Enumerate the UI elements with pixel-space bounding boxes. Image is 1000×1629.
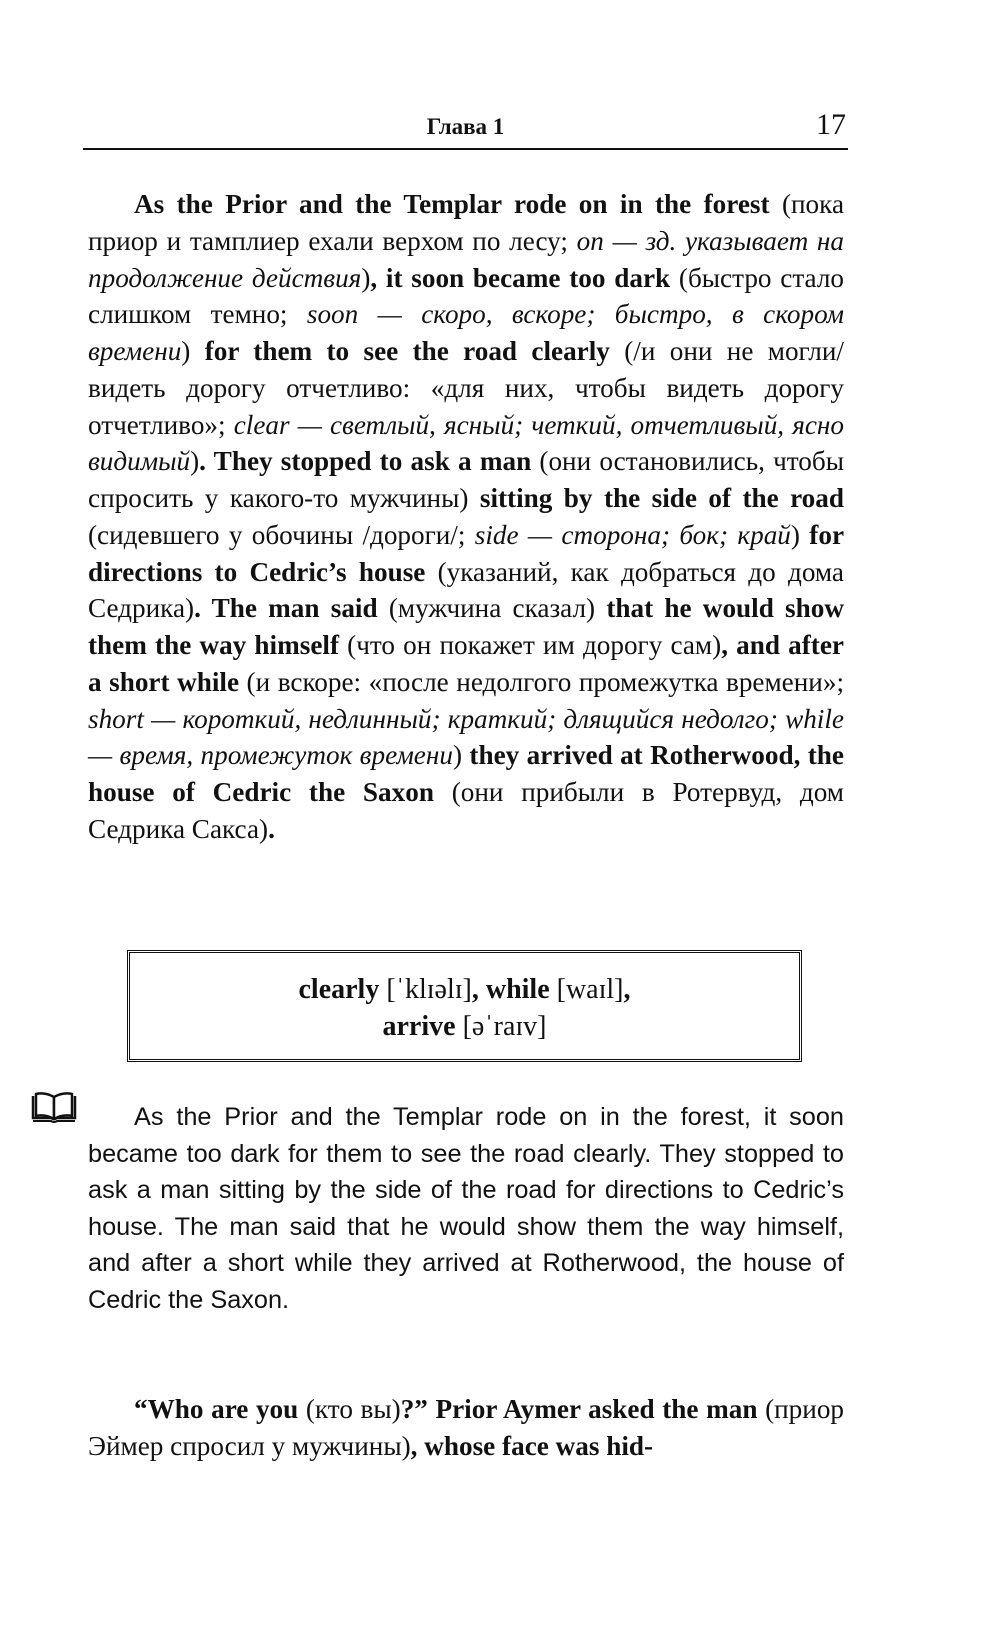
text-segment: . The man said xyxy=(194,593,378,624)
text-segment: clearly xyxy=(298,974,380,1005)
text-segment: (мужчина сказал) xyxy=(377,593,607,624)
text-segment: ) xyxy=(361,262,371,293)
text-segment: [waɪl] xyxy=(549,974,624,1005)
text-segment: ?” Prior Aymer asked the man xyxy=(400,1394,758,1424)
text-segment: that he would show them the way himself xyxy=(88,593,844,660)
text-segment: As the Prior and the Templar rode on in the forest xyxy=(134,189,770,219)
text-segment: (что он покажет им дорогу сам) xyxy=(339,630,722,660)
pronunciation-line-1 xyxy=(130,971,799,1008)
open-book-icon xyxy=(30,1092,78,1124)
text-segment: (кто вы) xyxy=(298,1394,401,1424)
text-segment: (приор Эймер спросил у мужчины) xyxy=(88,1394,845,1461)
text-segment: (они остановились, чтобы спросить у какого-то мужчины) xyxy=(88,446,844,513)
text-segment: clear — светлый, ясный; четкий, отчетливый, ясно видимый xyxy=(88,409,844,477)
text-segment: “Who are you xyxy=(134,1394,299,1424)
text-segment: ) xyxy=(790,519,810,550)
text-segment: . xyxy=(268,813,275,844)
text-segment: (они прибыли в Ротервуд, дом Седрика Сакса) xyxy=(88,777,844,844)
text-segment: (/и они не могли/ видеть дорогу отчетливо: «для них, чтобы видеть дорогу отчетливо»; xyxy=(88,336,844,440)
text-segment: ) xyxy=(181,336,205,366)
pronunciation-line-2 xyxy=(130,1008,799,1045)
bilingual-paragraph-2 xyxy=(88,1391,844,1465)
page-number: 17 xyxy=(816,108,846,141)
text-segment: (быстро стало слишком темно; xyxy=(88,262,845,330)
text-segment: [əˈraɪv] xyxy=(455,1011,547,1042)
text-segment: they arrived at Rotherwood, the house of Cedric the Saxon xyxy=(88,740,844,807)
text-segment: sitting by the side of the road xyxy=(479,483,844,513)
text-segment: , whose face was hid- xyxy=(410,1430,654,1461)
reading-paragraph: As the Prior and the Templar rode on in the forest, it soon became too dark for them to see the road clearly. They stopped to ask a man sitting by the side of the road for directions to Cedric’s house. The man said that he would show them the way himself, and after a short while they arrived at Rotherwood, the house of Cedric the Saxon. xyxy=(88,1103,844,1314)
page-header xyxy=(83,108,848,150)
text-segment: ) xyxy=(190,446,200,477)
text-segment: (и вскоре: «после недолгого промежутка времени»; xyxy=(239,666,844,697)
text-segment: for directions to Cedric’s house xyxy=(88,519,845,587)
text-segment: side — сторона; бок; край xyxy=(474,519,791,550)
pronunciation-box xyxy=(127,950,802,1062)
text-segment: [ˈklɪəlɪ] xyxy=(379,974,472,1005)
text-segment: , while xyxy=(471,974,550,1005)
text-segment: for them to see the road clearly xyxy=(204,336,610,366)
text-segment: , xyxy=(623,974,631,1005)
text-segment: ) xyxy=(452,740,470,771)
text-segment: (сидевшего у обочины /дороги/; xyxy=(88,519,475,550)
text-segment: (пока приор и тамплиер ехали верхом по лесу; xyxy=(88,189,845,256)
text-segment: soon — скоро, вскоре; быстро, в скором времени xyxy=(88,299,845,366)
chapter-title: Глава 1 xyxy=(426,114,505,139)
bilingual-paragraph-1 xyxy=(88,186,844,848)
text-segment: . They stopped to ask a man xyxy=(199,446,532,477)
text-segment: short — короткий, недлинный; краткий; длящийся недолго; while — время, промежуток времени xyxy=(88,703,844,771)
text-segment: , and after a short while xyxy=(88,630,844,697)
text-segment: (указаний, как добраться до дома Седрика) xyxy=(88,556,844,624)
text-segment: , it soon became too dark xyxy=(370,262,671,293)
text-segment: on — зд. указывает на продолжение действия xyxy=(88,225,844,293)
text-segment: arrive xyxy=(382,1011,456,1042)
